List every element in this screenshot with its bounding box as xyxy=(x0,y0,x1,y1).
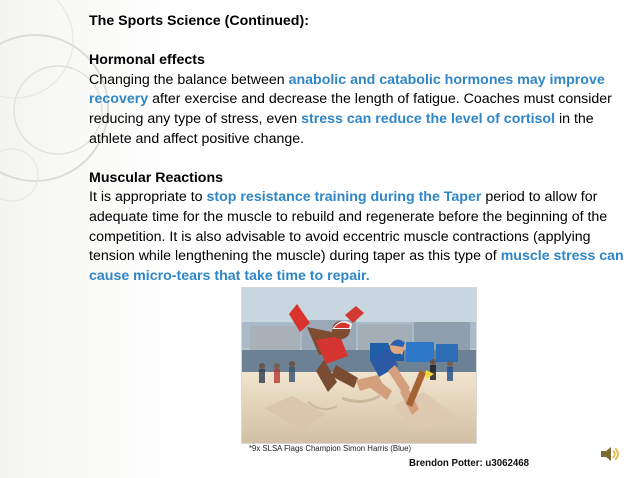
paragraph-text: period to allow for adequate time for the muscle to rebuild and regenerate before the beginning of the competition. It is also advisable to avoid eccentric muscle contractions (applying tension while lengthening the muscle) during taper as this type of xyxy=(89,189,608,265)
spacer xyxy=(89,32,629,52)
highlighted-text: muscle stress can cause micro-tears that take time to repair. xyxy=(89,248,624,284)
image-caption: *9x SLSA Flags Champion Simon Harris (Blue) xyxy=(249,444,412,453)
muscular-reactions-paragraph xyxy=(89,188,629,286)
slide-content xyxy=(89,12,629,286)
paragraph-text: Changing the balance between xyxy=(89,71,289,88)
speaker-icon[interactable] xyxy=(598,442,622,466)
section-heading-muscular-reactions: Muscular Reactions xyxy=(89,169,224,186)
paragraph-text: It is appropriate to xyxy=(89,189,207,206)
highlighted-text: anabolic and catabolic hormones may improve recovery xyxy=(89,71,605,108)
paragraph-text: after exercise and decrease the length of fatigue. Coaches must consider reducing any type of stress, even xyxy=(89,91,612,127)
speaker-icon-graphic xyxy=(598,442,622,466)
beach-flags-photo xyxy=(241,287,477,444)
author-credit: Brendon Potter: u3062468 xyxy=(409,458,530,469)
spacer xyxy=(89,149,629,169)
highlighted-text: stop resistance training during the Taper xyxy=(206,189,482,206)
section-heading-hormonal-effects: Hormonal effects xyxy=(89,52,205,69)
highlighted-text: stress can reduce the level of cortisol xyxy=(301,110,556,127)
hormonal-effects-paragraph xyxy=(89,71,629,149)
slide-title: The Sports Science (Continued): xyxy=(89,13,309,29)
paragraph-text: in the athlete and affect positive change. xyxy=(89,110,594,147)
beach-flags-photo-illustration xyxy=(242,288,476,443)
